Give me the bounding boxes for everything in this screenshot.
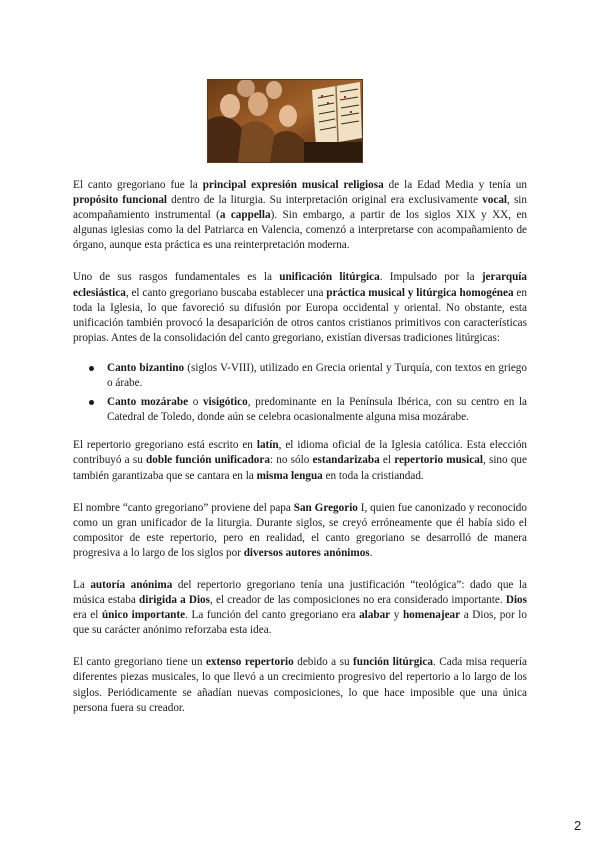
bold-text-run: propósito funcional xyxy=(73,194,168,207)
bold-text-run: práctica musical y litúrgica homogénea xyxy=(326,286,514,299)
bold-text-run: doble función unificadora xyxy=(146,454,270,467)
bold-text-run: extenso repertorio xyxy=(205,656,294,669)
text-run: era el xyxy=(73,609,102,622)
bold-text-run: a cappella xyxy=(219,209,271,222)
paragraph xyxy=(73,501,527,561)
bold-text-run: visigótico xyxy=(202,396,248,409)
bold-text-run: autoría anónima xyxy=(90,578,173,591)
bold-text-run: unificación litúrgica xyxy=(279,271,380,284)
text-run: , el creador de las composiciones no era considerado importante. xyxy=(210,594,506,607)
medieval-choir-painting-icon xyxy=(207,79,363,163)
bold-text-run: función litúrgica xyxy=(353,656,433,669)
text-run: en toda la Iglesia, lo que favoreció su difusión por Europa occidental y oriental. No obstante, esta unificación también provocó la desaparición de otros cantos cristianos primitivos con características propias. Antes de la consolidación del canto gregoriano, existían diversas tradiciones litúrgicas: xyxy=(73,286,527,344)
paragraph-group-intro xyxy=(73,178,527,346)
text-run: , sino que también garantizaba que se cantara en la xyxy=(73,454,527,482)
text-run: ). Sin embargo, a partir de los siglos XIX y XX, en algunas iglesias como la del Patriarca en Valencia, comenzó a interpretarse con acompañamiento de órgano, aunque esta práctica es una reinterpretación moderna. xyxy=(73,209,528,252)
text-run: . xyxy=(369,546,373,559)
text-run: El nombre “canto gregoriano” proviene del papa xyxy=(73,501,294,514)
page-number: 2 xyxy=(574,818,582,833)
text-run: Uno de sus rasgos fundamentales es la xyxy=(73,271,280,284)
text-run: o xyxy=(188,396,203,409)
text-run: dentro de la liturgia. Su interpretación original era exclusivamente xyxy=(167,194,483,207)
bold-text-run: Canto bizantino xyxy=(107,361,185,374)
paragraph xyxy=(73,178,527,253)
bold-text-run: Canto mozárabe xyxy=(107,396,189,409)
list-item xyxy=(107,395,527,425)
text-run: . La función del canto gregoriano era xyxy=(185,609,360,622)
text-run: El repertorio gregoriano está escrito en xyxy=(73,439,257,452)
bold-text-run: principal expresión musical religiosa xyxy=(202,179,384,191)
text-run: El canto gregoriano fue la xyxy=(73,179,203,191)
paragraph xyxy=(73,655,527,715)
document-body xyxy=(73,178,527,733)
text-run: , el idioma oficial de la Iglesia católica. Esta elección contribuyó a su xyxy=(73,439,528,467)
text-run: de la Edad Media y tenía un xyxy=(383,179,527,191)
text-run: del repertorio gregoriano tenía una justificación “teológica”: dado que la música estaba xyxy=(73,578,527,607)
text-run: y xyxy=(390,609,403,622)
bold-text-run: dirigida a Dios xyxy=(139,594,211,607)
paragraph xyxy=(73,270,527,345)
bold-text-run: homenajear xyxy=(402,609,461,622)
bold-text-run: latín xyxy=(256,439,279,452)
text-run: el xyxy=(379,454,395,467)
text-run: I, quien fue canonizado y reconocido como un gran unificador de la liturgia. Durante siglos, se creyó erróneamente que él había sido el compositor de este repertorio, pero en realidad, el canto gregoriano se desarrolló de manera progresiva a lo largo de los siglos por xyxy=(73,501,527,559)
text-run: . Impulsado por la xyxy=(379,271,482,284)
bold-text-run: misma lengua xyxy=(256,469,323,482)
text-run: , sin acompañamiento instrumental ( xyxy=(73,194,528,222)
bold-text-run: alabar xyxy=(359,609,391,622)
bold-text-run: San Gregorio xyxy=(293,501,358,514)
text-run: El canto gregoriano tiene un xyxy=(73,656,206,669)
text-run: La xyxy=(73,578,91,591)
text-run: . Cada misa requería diferentes piezas musicales, lo que llevó a un crecimiento progresivo del repertorio a lo largo de los siglos. Periódicamente se añadían nuevas composiciones, lo que hace imposible que una única persona fuera su creador. xyxy=(73,656,527,714)
bold-text-run: estandarizaba xyxy=(312,454,380,467)
text-run: : no sólo xyxy=(269,454,313,467)
liturgical-traditions-list xyxy=(73,361,527,425)
paragraph xyxy=(73,438,527,483)
bold-text-run: diversos autores anónimos xyxy=(243,546,370,559)
list-item xyxy=(107,361,527,391)
text-run: (siglos V-VIII), utilizado en Grecia oriental y Turquía, con textos en griego o árabe. xyxy=(107,361,527,390)
paragraph-group-main xyxy=(73,438,527,715)
text-run: , el canto gregoriano buscaba establecer una xyxy=(125,286,327,299)
paragraph xyxy=(73,578,527,638)
bold-text-run: repertorio musical xyxy=(394,454,483,467)
bold-text-run: vocal xyxy=(482,194,508,207)
bold-text-run: único importante xyxy=(101,609,186,622)
text-run: en toda la cristiandad. xyxy=(322,469,424,482)
bold-text-run: Dios xyxy=(505,594,527,607)
text-run: debido a su xyxy=(293,656,354,669)
bold-text-run: jerarquía eclesiástica xyxy=(73,271,527,299)
text-run: a Dios, por lo que su carácter anónimo reforzaba esta idea. xyxy=(73,609,528,637)
text-run: , predominante en la Península Ibérica, con su centro en la Catedral de Toledo, donde aún se celebra ocasionalmente alguna misa mozárabe. xyxy=(107,396,528,424)
